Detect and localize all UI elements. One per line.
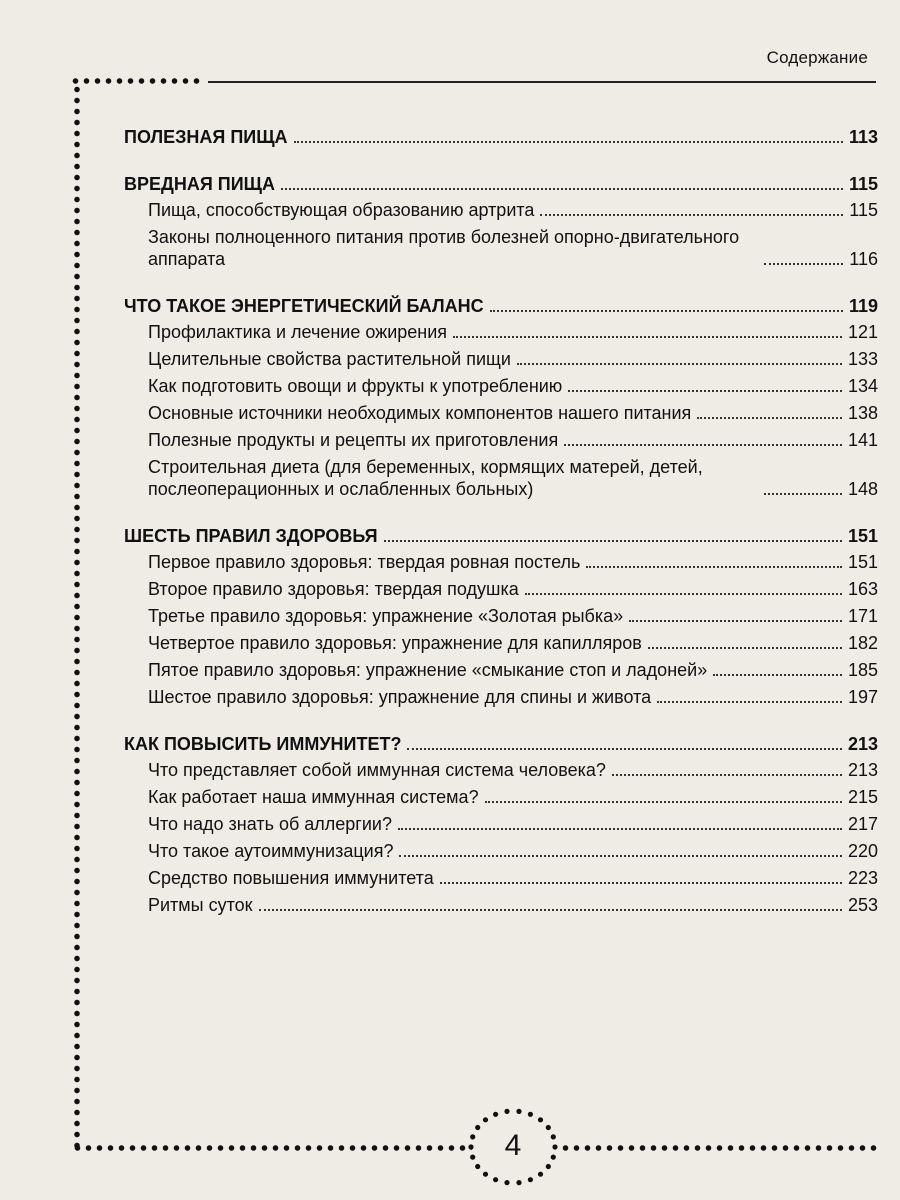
dot-leader xyxy=(294,141,843,143)
toc-entry-page: 171 xyxy=(847,606,878,626)
toc-entry-page: 163 xyxy=(847,579,878,599)
toc-entry-title: ВРЕДНАЯ ПИЩА xyxy=(124,174,275,194)
toc-entry-title: ШЕСТЬ ПРАВИЛ ЗДОРОВЬЯ xyxy=(124,526,378,546)
toc-entry-page: 213 xyxy=(847,760,878,780)
toc-entry-page: 151 xyxy=(847,526,878,546)
page-number: 4 xyxy=(504,1129,522,1162)
toc-entry-page: 215 xyxy=(847,787,878,807)
toc-entry-title: Профилактика и лечение ожирения xyxy=(148,322,448,342)
dot-leader xyxy=(407,748,842,750)
toc-section-entry xyxy=(124,632,878,654)
toc-section-entry xyxy=(124,321,878,343)
dotted-frame-left xyxy=(72,84,82,1148)
toc-entry-title: ЧТО ТАКОЕ ЭНЕРГЕТИЧЕСКИЙ БАЛАНС xyxy=(124,296,484,316)
toc-chapter-entry xyxy=(124,733,878,755)
dot-leader xyxy=(259,909,842,911)
toc-entry-title: Ритмы суток xyxy=(148,895,253,915)
toc-entry-title: Пятое правило здоровья: упражнение «смыкание стоп и ладоней» xyxy=(148,660,708,680)
toc-section-entry xyxy=(124,199,878,221)
dot-leader xyxy=(629,620,842,622)
toc-entry-title: Третье правило здоровья: упражнение «Золотая рыбка» xyxy=(148,606,624,626)
toc-section-entry xyxy=(124,686,878,708)
toc-entry-page: 115 xyxy=(849,200,878,220)
toc-chapter-entry xyxy=(124,295,878,317)
toc-entry-title: ПОЛЕЗНАЯ ПИЩА xyxy=(124,127,288,147)
toc-entry-title: Как подготовить овощи и фрукты к употреблению xyxy=(148,376,563,396)
dot-leader xyxy=(540,214,843,216)
toc-entry-title: Строительная диета (для беременных, кормящих матерей, детей, послеоперационных и ослабленных больных) xyxy=(148,457,703,499)
toc-section-entry xyxy=(124,894,878,916)
dot-leader xyxy=(384,540,842,542)
toc-section-entry xyxy=(124,551,878,573)
dot-leader xyxy=(281,188,843,190)
toc-chapter-entry xyxy=(124,173,878,195)
toc-section-entry xyxy=(124,578,878,600)
toc-entry-title: Основные источники необходимых компонентов нашего питания xyxy=(148,403,692,423)
toc-entry-title: Что надо знать об аллергии? xyxy=(148,814,392,834)
header-rule xyxy=(208,81,876,83)
toc-section-entry xyxy=(124,867,878,889)
toc-section-entry xyxy=(124,456,878,500)
toc-entry-page: 138 xyxy=(847,403,878,423)
dot-leader xyxy=(612,774,842,776)
toc-entry-page: 213 xyxy=(847,734,878,754)
dot-leader xyxy=(697,417,842,419)
dot-leader xyxy=(453,336,842,338)
toc-entry-title: Что такое аутоиммунизация? xyxy=(148,841,394,861)
dot-leader xyxy=(648,647,842,649)
toc-entry-page: 220 xyxy=(847,841,878,861)
toc-section-entry xyxy=(124,840,878,862)
toc-entry-title: Средство повышения иммунитета xyxy=(148,868,434,888)
toc-section-entry xyxy=(124,226,878,270)
toc-entry-title: Законы полноценного питания против болезней опорно-двигательного аппарата xyxy=(148,227,740,269)
toc-chapter-entry xyxy=(124,525,878,547)
toc-section-entry xyxy=(124,759,878,781)
toc-section-entry xyxy=(124,429,878,451)
dot-leader xyxy=(399,855,842,857)
dot-leader xyxy=(485,801,842,803)
toc-entry-title: КАК ПОВЫСИТЬ ИММУНИТЕТ? xyxy=(124,734,402,754)
toc-section-entry xyxy=(124,375,878,397)
toc-entry-page: 133 xyxy=(847,349,878,369)
toc-section-entry xyxy=(124,659,878,681)
dotted-frame-bottom-right xyxy=(560,1143,880,1153)
toc-entry-title: Как работает наша иммунная система? xyxy=(148,787,479,807)
toc-entry-title: Четвертое правило здоровья: упражнение для капилляров xyxy=(148,633,642,653)
dot-leader xyxy=(568,390,842,392)
toc-entry-title: Шестое правило здоровья: упражнение для спины и живота xyxy=(148,687,652,707)
toc-entry-page: 141 xyxy=(847,430,878,450)
dot-leader xyxy=(586,566,842,568)
dot-leader xyxy=(713,674,842,676)
toc-entry-page: 113 xyxy=(848,127,878,147)
toc-entry-title: Полезные продукты и рецепты их приготовления xyxy=(148,430,559,450)
toc-entry-title: Пища, способствующая образованию артрита xyxy=(148,200,535,220)
toc-entry-title: Первое правило здоровья: твердая ровная постель xyxy=(148,552,581,572)
running-header: Содержание xyxy=(766,48,868,67)
dotted-frame-top xyxy=(70,76,200,86)
toc-entry-page: 197 xyxy=(847,687,878,707)
toc-entry-page: 151 xyxy=(847,552,878,572)
dot-leader xyxy=(440,882,842,884)
dot-leader xyxy=(564,444,842,446)
toc-entry-title: Что представляет собой иммунная система человека? xyxy=(148,760,606,780)
toc-entry-title: Целительные свойства растительной пищи xyxy=(148,349,511,369)
toc-section-entry xyxy=(124,813,878,835)
toc-section-entry xyxy=(124,786,878,808)
toc-entry-title: Второе правило здоровья: твердая подушка xyxy=(148,579,519,599)
toc-entry-page: 148 xyxy=(847,479,878,499)
toc-section-entry xyxy=(124,605,878,627)
toc-entry-page: 185 xyxy=(847,660,878,680)
dot-leader xyxy=(764,263,843,265)
toc-chapter-entry xyxy=(124,126,878,148)
dot-leader xyxy=(525,593,842,595)
dotted-frame-bottom-left xyxy=(72,1143,472,1153)
dot-leader xyxy=(764,493,842,495)
dot-leader xyxy=(490,310,843,312)
toc-entry-page: 116 xyxy=(849,249,878,269)
dot-leader xyxy=(657,701,842,703)
toc-entry-page: 182 xyxy=(847,633,878,653)
toc-section-entry xyxy=(124,348,878,370)
toc-entry-page: 253 xyxy=(847,895,878,915)
dot-leader xyxy=(517,363,842,365)
toc-entry-page: 223 xyxy=(847,868,878,888)
toc-section-entry xyxy=(124,402,878,424)
table-of-contents xyxy=(124,126,878,921)
dot-leader xyxy=(398,828,842,830)
toc-entry-page: 119 xyxy=(848,296,878,316)
toc-entry-page: 217 xyxy=(847,814,878,834)
toc-entry-page: 121 xyxy=(847,322,878,342)
toc-entry-page: 115 xyxy=(848,174,878,194)
toc-entry-page: 134 xyxy=(847,376,878,396)
